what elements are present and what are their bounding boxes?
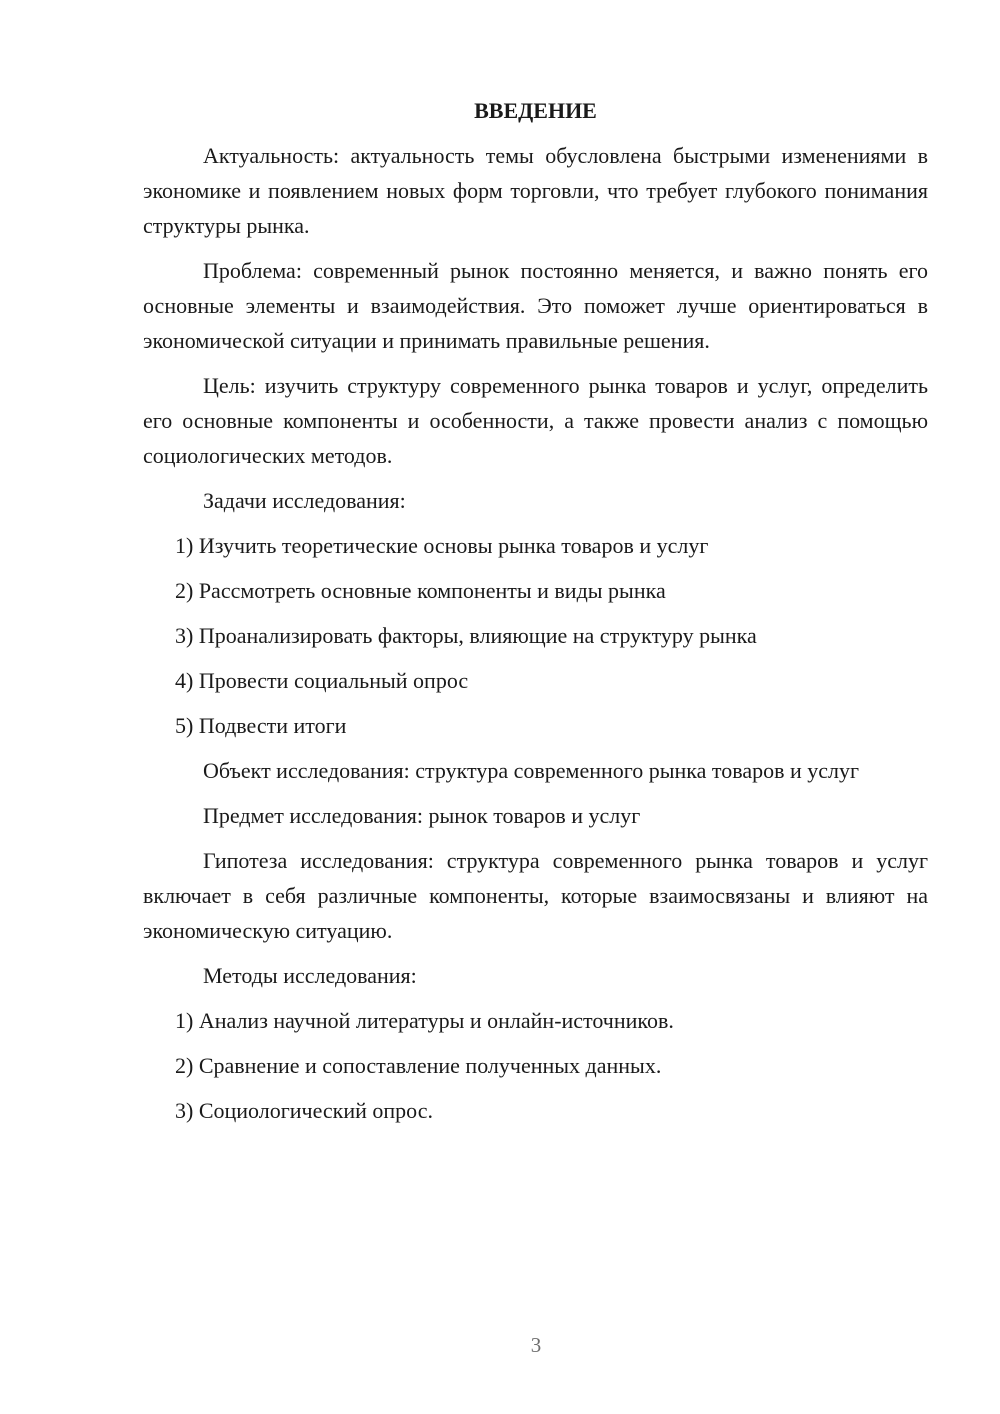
list-item: 4) Провести социальный опрос — [175, 668, 469, 693]
object-paragraph: Объект исследования: структура современного рынка товаров и услуг — [203, 758, 860, 783]
page-title: ВВЕДЕНИЕ — [474, 98, 597, 123]
problem-paragraph: Проблема: современный рынок постоянно меняется, и важно понять его основные элементы и взаимодействия. Это поможет лучше ориентироваться в экономической ситуации и принимать правильные решения. — [143, 258, 928, 353]
page-number: 3 — [530, 1333, 542, 1357]
list-item: 3) Социологический опрос. — [175, 1098, 433, 1123]
document-page — [143, 96, 928, 1138]
list-item: 1) Изучить теоретические основы рынка товаров и услуг — [175, 533, 709, 558]
list-item: 2) Сравнение и сопоставление полученных данных. — [175, 1053, 662, 1078]
tasks-list — [143, 528, 928, 743]
methods-list — [143, 1003, 928, 1128]
methods-title: Методы исследования: — [203, 963, 417, 988]
list-item: 1) Анализ научной литературы и онлайн-источников. — [175, 1008, 674, 1033]
list-item: 5) Подвести итоги — [175, 713, 347, 738]
goal-paragraph: Цель: изучить структуру современного рынка товаров и услуг, определить его основные компоненты и особенности, а также провести анализ с помощью социологических методов. — [143, 373, 928, 468]
hypothesis-paragraph: Гипотеза исследования: структура современного рынка товаров и услуг включает в себя различные компоненты, которые взаимосвязаны и влияют на экономическую ситуацию. — [143, 848, 928, 943]
subject-paragraph: Предмет исследования: рынок товаров и услуг — [203, 803, 641, 828]
list-item: 3) Проанализировать факторы, влияющие на структуру рынка — [175, 623, 757, 648]
list-item: 2) Рассмотреть основные компоненты и виды рынка — [175, 578, 666, 603]
relevance-paragraph: Актуальность: актуальность темы обусловлена быстрыми изменениями в экономике и появлением новых форм торговли, что требует глубокого понимания структуры рынка. — [143, 143, 928, 238]
tasks-title: Задачи исследования: — [203, 488, 406, 513]
